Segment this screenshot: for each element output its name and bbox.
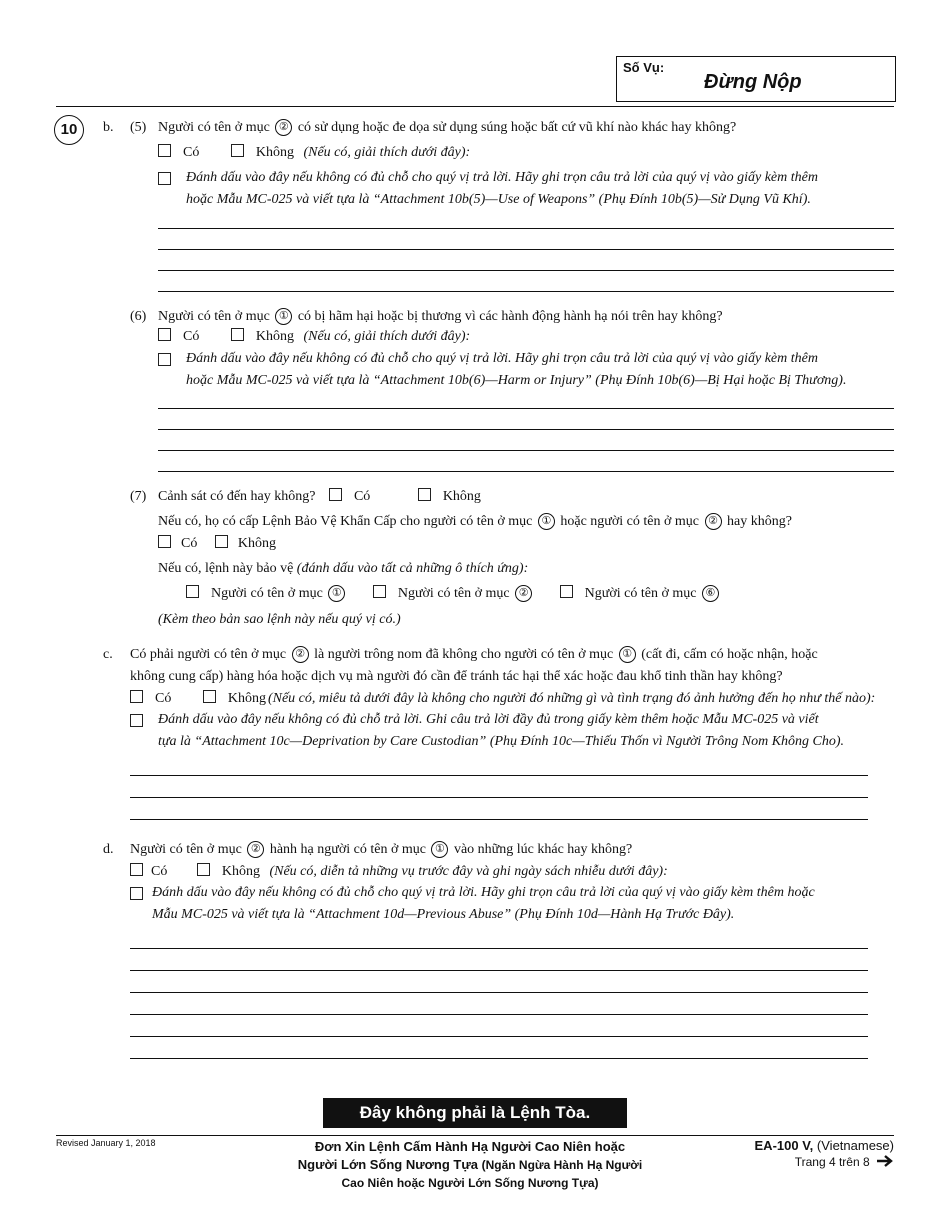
d-attachment-text-1: Đánh dấu vào đây nếu không có đủ chỗ cho quý vị trả lời. Hãy ghi trọn câu trả lời của quý vị vào giấy kèm thêm hoặc bbox=[152, 885, 815, 900]
c-answer-line[interactable] bbox=[130, 797, 868, 798]
q5-answer-line[interactable] bbox=[158, 291, 894, 292]
c-attachment-text-2: tựa là “Attachment 10c—Deprivation by Care Custodian” (Phụ Đính 10c—Thiếu Thốn vì Người Trông Nom Không Cho). bbox=[158, 734, 845, 749]
d-answer-line[interactable] bbox=[130, 948, 868, 949]
c-question-2: không cung cấp) hàng hóa hoặc dịch vụ mà người đó cần để tránh tác hại thể xác hoặc đau khổ tinh thần hay không? bbox=[130, 669, 783, 684]
section-b-letter: b. bbox=[103, 120, 114, 135]
c-yes-checkbox[interactable] bbox=[130, 690, 143, 703]
q7-order-answer-row: Có Không bbox=[158, 535, 276, 553]
d-attachment-text-2: Mẫu MC-025 và viết tựa là “Attachment 10d—Previous Abuse” (Phụ Đính 10d—Hành Hạ Trước Đây). bbox=[152, 907, 735, 922]
d-answer-line[interactable] bbox=[130, 1058, 868, 1059]
q5-question: Người có tên ở mục ② có sử dụng hoặc đe dọa sử dụng súng hoặc bất cứ vũ khí nào khác hay không? bbox=[158, 120, 737, 135]
q5-attachment-text-1: Đánh dấu vào đây nếu không có đủ chỗ cho quý vị trả lời. Hãy ghi trọn câu trả lời của quý vị vào giấy kèm thêm bbox=[186, 170, 818, 185]
circled-1: ① bbox=[538, 513, 555, 530]
q6-answer-line[interactable] bbox=[158, 471, 894, 472]
q7-no-checkbox[interactable] bbox=[418, 488, 431, 501]
d-answer-line[interactable] bbox=[130, 1014, 868, 1015]
section-c-letter: c. bbox=[103, 647, 113, 662]
protects-person-1-checkbox[interactable] bbox=[186, 585, 199, 598]
circled-2: ② bbox=[705, 513, 722, 530]
circled-2: ② bbox=[247, 841, 264, 858]
d-attachment-checkbox[interactable] bbox=[130, 887, 143, 900]
q7-protects: Nếu có, lệnh này bảo vệ (đánh dấu vào tất cả những ô thích ứng): bbox=[158, 561, 529, 576]
form-id: EA-100 V, (Vietnamese) bbox=[754, 1138, 894, 1153]
q5-answer-row: Có Không (Nếu có, giải thích dưới đây): bbox=[158, 144, 470, 162]
circled-1: ① bbox=[275, 308, 292, 325]
q7-followup: Nếu có, họ có cấp Lệnh Bảo Vệ Khẩn Cấp cho người có tên ở mục ① hoặc người có tên ở mục ② hay không? bbox=[158, 514, 792, 529]
d-answer-line[interactable] bbox=[130, 970, 868, 971]
q6-attachment-text-2: hoặc Mẫu MC-025 và viết tựa là “Attachment 10b(6)—Harm or Injury” (Phụ Đính 10b(6)—Bị Hại hoặc Bị Thương). bbox=[186, 373, 847, 388]
protects-person-2-checkbox[interactable] bbox=[373, 585, 386, 598]
c-no-checkbox[interactable] bbox=[203, 690, 216, 703]
q7-attach-note: (Kèm theo bản sao lệnh này nếu quý vị có.) bbox=[158, 612, 401, 627]
d-answer-line[interactable] bbox=[130, 992, 868, 993]
protects-person-6-checkbox[interactable] bbox=[560, 585, 573, 598]
q5-answer-line[interactable] bbox=[158, 270, 894, 271]
q6-attachment-text-1: Đánh dấu vào đây nếu không có đủ chỗ cho quý vị trả lời. Hãy ghi trọn câu trả lời của quý vị vào giấy kèm thêm bbox=[186, 351, 818, 366]
q5-answer-line[interactable] bbox=[158, 249, 894, 250]
circled-6: ⑥ bbox=[702, 585, 719, 602]
circled-1: ① bbox=[619, 646, 636, 663]
item-number-badge: 10 bbox=[54, 115, 84, 145]
c-attachment-checkbox[interactable] bbox=[130, 714, 143, 727]
revised-date: Revised January 1, 2018 bbox=[56, 1138, 156, 1148]
q5-answer-line[interactable] bbox=[158, 228, 894, 229]
next-page-arrow-icon bbox=[876, 1155, 894, 1167]
q6-answer-row: Có Không (Nếu có, giải thích dưới đây): bbox=[158, 328, 470, 346]
case-number-box[interactable] bbox=[616, 56, 896, 102]
d-no-checkbox[interactable] bbox=[197, 863, 210, 876]
q6-answer-line[interactable] bbox=[158, 429, 894, 430]
d-answer-row: Có Không (Nếu có, diễn tả những vụ trước đây và ghi ngày sách nhiễu dưới đây): bbox=[130, 863, 668, 881]
q5-attachment-checkbox[interactable] bbox=[158, 172, 171, 185]
q7-order-yes-checkbox[interactable] bbox=[158, 535, 171, 548]
c-answer-line[interactable] bbox=[130, 819, 868, 820]
circled-1: ① bbox=[328, 585, 345, 602]
case-number-label: Số Vụ: bbox=[623, 60, 665, 75]
q7-yes-checkbox[interactable] bbox=[329, 488, 342, 501]
footer-rule bbox=[56, 1135, 894, 1136]
q6-question: Người có tên ở mục ① có bị hãm hại hoặc bị thương vì các hành động hành hạ nói trên hay không? bbox=[158, 309, 723, 324]
q5-number: (5) bbox=[130, 120, 147, 135]
q5-yes-checkbox[interactable] bbox=[158, 144, 171, 157]
c-answer-row: Có Không (Nếu có, miêu tả dưới đây là không cho người đó những gì và tình trạng đó ảnh hưởng đến họ như thế nào): bbox=[130, 690, 875, 708]
not-court-order-banner: Đây không phải là Lệnh Tòa. bbox=[323, 1098, 627, 1128]
header-rule bbox=[56, 106, 894, 107]
circled-2: ② bbox=[515, 585, 532, 602]
q6-number: (6) bbox=[130, 309, 147, 324]
q7-number: (7) bbox=[130, 489, 147, 504]
q7-protected-persons: Người có tên ở mục ① Người có tên ở mục ② Người có tên ở mục ⑥ bbox=[186, 585, 721, 603]
d-answer-line[interactable] bbox=[130, 1036, 868, 1037]
section-d-letter: d. bbox=[103, 842, 114, 857]
q5-attachment-text-2: hoặc Mẫu MC-025 và viết tựa là “Attachment 10b(5)—Use of Weapons” (Phụ Đính 10b(5)—Sử Dụng Vũ Khí). bbox=[186, 192, 811, 207]
q7-question: Cảnh sát có đến hay không? Có Không bbox=[158, 489, 481, 504]
d-yes-checkbox[interactable] bbox=[130, 863, 143, 876]
q6-no-checkbox[interactable] bbox=[231, 328, 244, 341]
q5-no-checkbox[interactable] bbox=[231, 144, 244, 157]
do-not-file-label: Đừng Nộp bbox=[704, 71, 802, 93]
c-attachment-text-1: Đánh dấu vào đây nếu không có đủ chỗ trả lời. Ghi câu trả lời đầy đủ trong giấy kèm thêm hoặc Mẫu MC-025 và viết bbox=[158, 712, 819, 727]
q6-answer-line[interactable] bbox=[158, 408, 894, 409]
d-question: Người có tên ở mục ② hành hạ người có tên ở mục ① vào những lúc khác hay không? bbox=[130, 842, 633, 857]
q6-yes-checkbox[interactable] bbox=[158, 328, 171, 341]
c-answer-line[interactable] bbox=[130, 775, 868, 776]
page-number: Trang 4 trên 8 bbox=[795, 1155, 894, 1169]
q6-answer-line[interactable] bbox=[158, 450, 894, 451]
form-title: Đơn Xin Lệnh Cấm Hành Hạ Người Cao Niên hoặc Người Lớn Sống Nương Tựa (Ngăn Ngừa Hành Hạ Người Cao Niên hoặc Người Lớn Sống Nương Tựa) bbox=[297, 1139, 643, 1190]
circled-1: ① bbox=[431, 841, 448, 858]
q6-attachment-checkbox[interactable] bbox=[158, 353, 171, 366]
circled-2: ② bbox=[275, 119, 292, 136]
c-question-1: Có phải người có tên ở mục ② là người trông nom đã không cho người có tên ở mục ① (cất đi, cấm có hoặc nhận, hoặc bbox=[130, 647, 818, 662]
circled-2: ② bbox=[292, 646, 309, 663]
q7-order-no-checkbox[interactable] bbox=[215, 535, 228, 548]
